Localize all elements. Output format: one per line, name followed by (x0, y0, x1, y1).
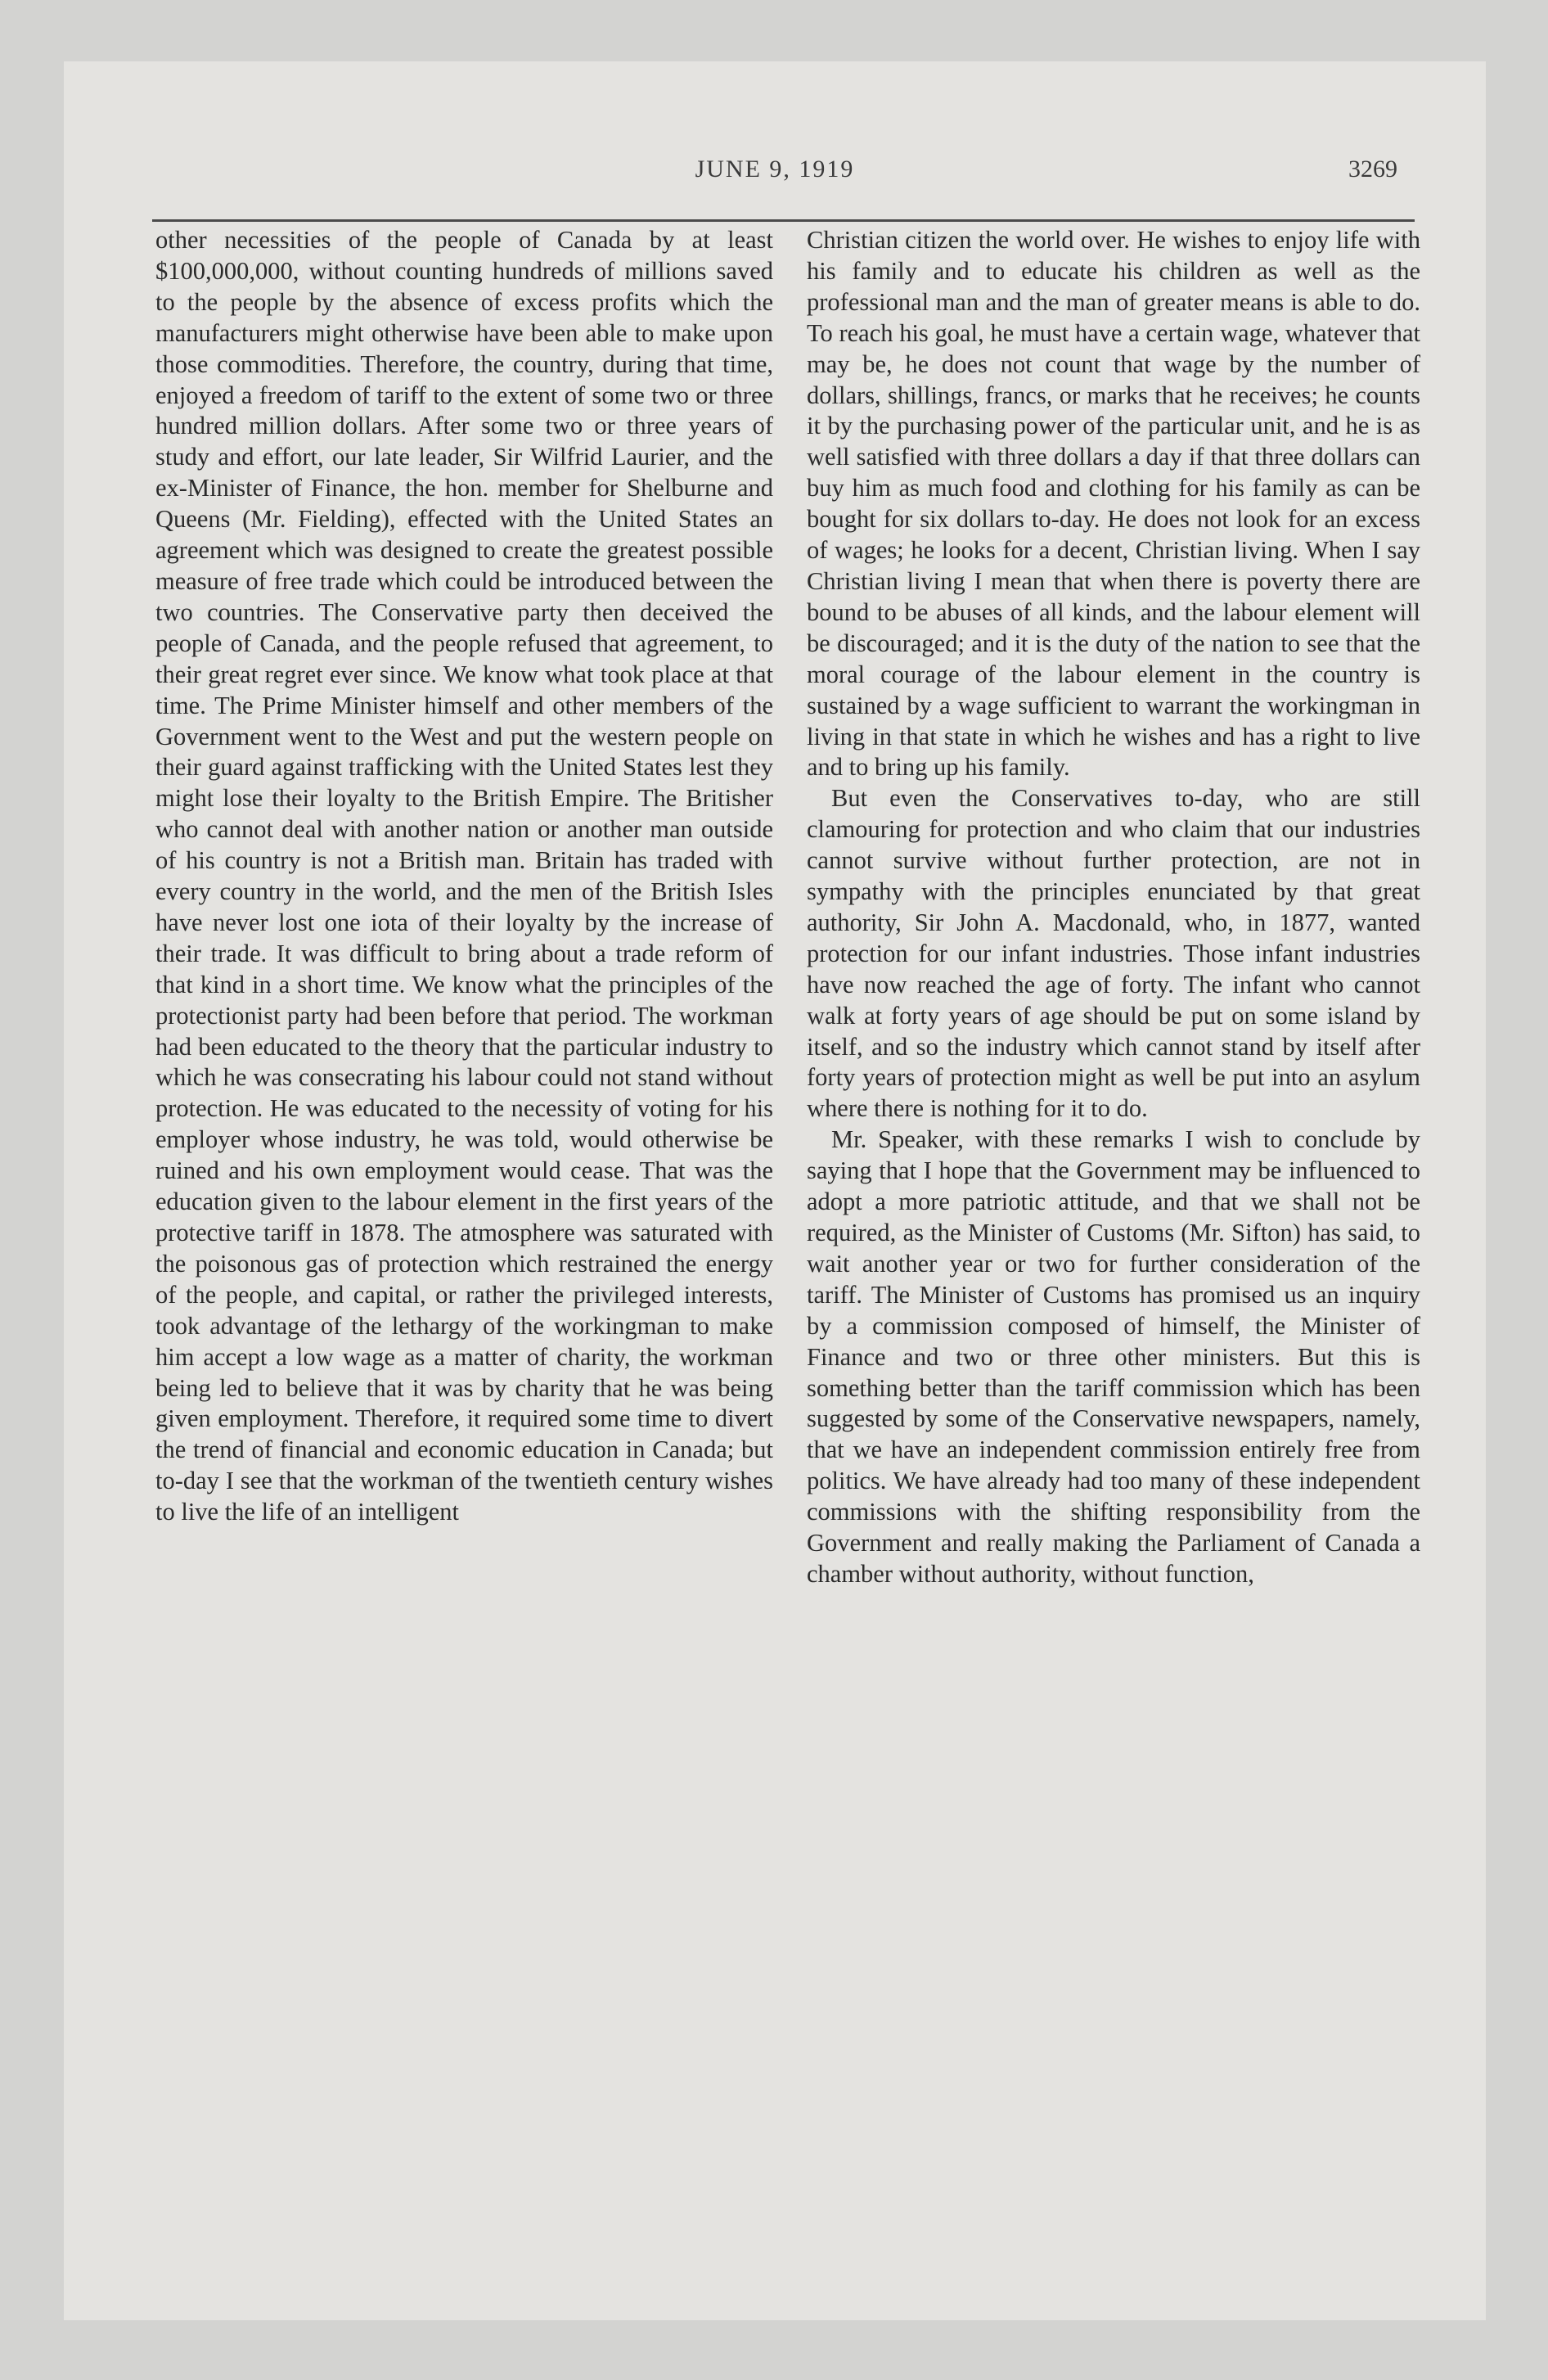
page-header (64, 156, 1486, 205)
page-number: 3269 (1348, 156, 1397, 183)
header-rule (152, 219, 1415, 222)
left-column (155, 225, 773, 1528)
running-title-date: JUNE 9, 1919 (695, 156, 855, 183)
right-column (807, 225, 1420, 1590)
right-paragraph-1: Christian citizen the world over. He wishes to enjoy life with his family and to educate his children as well as the professional man and the man of greater means is able to do. To reach his goal, he must have a certain wage, whatever that may be, he does not count that wage by the number of dollars, shillings, francs, or marks that he receives; he counts it by the purchasing power of the particular unit, and he is as well satisfied with three dollars a day if that three dollars can buy him as much food and clothing for his family as can be bought for six dollars to-day. He does not look for an excess of wages; he looks for a decent, Christian living. When I say Christian living I mean that when there is poverty there are bound to be abuses of all kinds, and the labour element will be discouraged; and it is the duty of the nation to see that the moral courage of the labour element in the country is sustained by a wage sufficient to warrant the workingman in living in that state in which he wishes and has a right to live and to bring up his family. (807, 226, 1420, 782)
left-paragraph-1: other necessities of the people of Canada by at least $100,000,000, without counting hundreds of millions saved to the people by the absence of excess profits which the manufacturers might otherwise have been able to make upon those commodities. Therefore, the country, during that time, enjoyed a freedom of tariff to the extent of some two or three hundred million dollars. After some two or three years of study and effort, our late leader, Sir Wilfrid Laurier, and the ex-Minister of Finance, the hon. member for Shelburne and Queens (Mr. Fielding), effected with the United States an agreement which was designed to create the greatest possible measure of free trade which could be introduced between the two countries. The Conservative party then deceived the people of Canada, and the people refused that agreement, to their great regret ever since. We know what took place at that time. The Prime Minister himself and other members of the Government went to the West and put the western people on their guard against trafficking with the United States lest they might lose their loyalty to the British Empire. The Britisher who cannot deal with another nation or another man outside of his country is not a British man. Britain has traded with every country in the world, and the men of the British Isles have never lost one iota of their loyalty by the increase of their trade. It was difficult to bring about a trade reform of that kind in a short time. We know what the principles of the protectionist party had been before that period. The workman had been educated to the theory that the particular industry to which he was consecrating his labour could not stand without protection. He was educated to the necessity of voting for his employer whose industry, he was told, would otherwise be ruined and his own employment would cease. That was the education given to the labour element in the first years of the protective tariff in 1878. The atmosphere was saturated with the poisonous gas of protection which restrained the energy of the people, and capital, or rather the privileged interests, took advantage of the lethargy of the workingman to make him accept a low wage as a matter of charity, the workman being led to believe that it was by charity that he was being given employment. Therefore, it required some time to divert the trend of financial and economic education in Canada; but to-day I see that the workman of the twentieth century wishes to live the life of an intelligent (155, 226, 773, 1526)
scanned-page (64, 61, 1486, 2320)
right-paragraph-2: But even the Conservatives to-day, who are still clamouring for protection and who claim that our industries cannot survive without further protection, are not in sympathy with the principles enunciated by that great authority, Sir John A. Macdonald, who, in 1877, wanted protection for our infant industries. Those infant industries have now reached the age of forty. The infant who cannot walk at forty years of age should be put on some island by itself, and so the industry which cannot stand by itself after forty years of protection might as well be put into an asylum where there is nothing for it to do. (807, 784, 1420, 1123)
right-paragraph-3: Mr. Speaker, with these remarks I wish to conclude by saying that I hope that the Government may be influenced to adopt a more patriotic attitude, and that we shall not be required, as the Minister of Customs (Mr. Sifton) has said, to wait another year or two for further consideration of the tariff. The Minister of Customs has promised us an inquiry by a commission composed of himself, the Minister of Finance and two or three other ministers. But this is something better than the tariff commission which has been suggested by some of the Conservative newspapers, namely, that we have an independent commission entirely free from politics. We have already had too many of these independent commissions with the shifting responsibility from the Government and really making the Parliament of Canada a chamber without authority, without function, (807, 1125, 1420, 1588)
